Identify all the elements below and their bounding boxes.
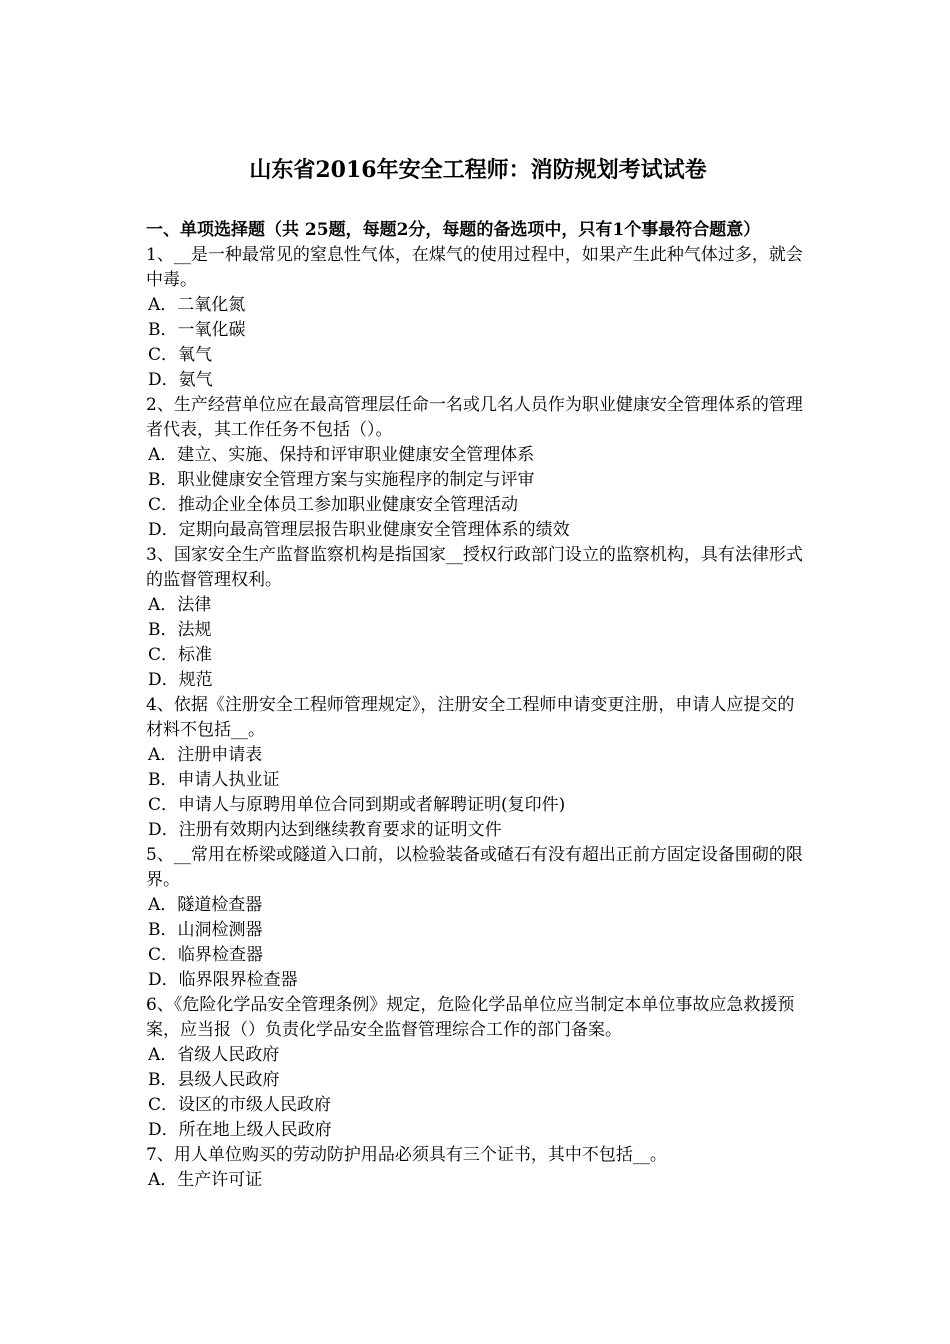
option-d: D．临界限界检查器 <box>148 970 298 990</box>
option-list <box>146 893 810 993</box>
option-c: C．申请人与原聘用单位合同到期或者解聘证明(复印件) <box>148 795 566 815</box>
section-heading: 一、单项选择题（共 25题，每题2分，每题的备选项中，只有1个事最符合题意） <box>146 220 761 240</box>
option-a: A．法律 <box>148 595 212 615</box>
option-a: A．生产许可证 <box>148 1170 263 1190</box>
option-a: A．二氧化氮 <box>148 295 246 315</box>
question-5 <box>146 843 810 993</box>
option-b: B．县级人民政府 <box>148 1070 280 1090</box>
option-b: B．职业健康安全管理方案与实施程序的制定与评审 <box>148 470 535 490</box>
option-c: C．设区的市级人民政府 <box>148 1095 332 1115</box>
option-b: B．山洞检测器 <box>148 920 263 940</box>
option-c: C．标准 <box>148 645 213 665</box>
option-list <box>146 443 810 543</box>
option-a: A．建立、实施、保持和评审职业健康安全管理体系 <box>148 445 535 465</box>
question-3 <box>146 543 810 693</box>
question-4 <box>146 693 810 843</box>
option-b: B．申请人执业证 <box>148 770 280 790</box>
option-list <box>146 593 810 693</box>
option-a: A．省级人民政府 <box>148 1045 280 1065</box>
option-d: D．规范 <box>148 670 213 690</box>
question-stem: 2、生产经营单位应在最高管理层任命一名或几名人员作为职业健康安全管理体系的管理者代表，其工作任务不包括（）。 <box>146 395 803 440</box>
question-stem: 3、国家安全生产监督监察机构是指国家__授权行政部门设立的监察机构，具有法律形式的监督管理权利。 <box>146 545 803 590</box>
question-list <box>146 243 810 1193</box>
option-a: A．隧道检查器 <box>148 895 263 915</box>
option-c: C．氧气 <box>148 345 213 365</box>
option-c: C．推动企业全体员工参加职业健康安全管理活动 <box>148 495 519 515</box>
option-d: D．氨气 <box>148 370 213 390</box>
option-d: D．定期向最高管理层报告职业健康安全管理体系的绩效 <box>148 520 570 540</box>
option-b: B．一氧化碳 <box>148 320 246 340</box>
question-7 <box>146 1143 810 1193</box>
question-1 <box>146 243 810 393</box>
option-d: D．注册有效期内达到继续教育要求的证明文件 <box>148 820 502 840</box>
option-a: A．注册申请表 <box>148 745 263 765</box>
document-title: 山东省2016年安全工程师：消防规划考试试卷 <box>249 157 707 183</box>
option-list <box>146 1168 810 1193</box>
question-stem: 7、用人单位购买的劳动防护用品必须具有三个证书，其中不包括__。 <box>146 1145 667 1165</box>
option-b: B．法规 <box>148 620 212 640</box>
option-list <box>146 293 810 393</box>
question-2 <box>146 393 810 543</box>
document-page <box>146 150 810 1193</box>
question-stem: 6、《危险化学品安全管理条例》规定，危险化学品单位应当制定本单位事故应急救援预案，应当报（）负责化学品安全监督管理综合工作的部门备案。 <box>146 995 795 1040</box>
option-list <box>146 1043 810 1143</box>
question-stem: 1、__是一种最常见的窒息性气体，在煤气的使用过程中，如果产生此种气体过多，就会中毒。 <box>146 245 803 290</box>
option-list <box>146 743 810 843</box>
option-c: C．临界检查器 <box>148 945 264 965</box>
question-stem: 4、依据《注册安全工程师管理规定》，注册安全工程师申请变更注册，申请人应提交的材料不包括__。 <box>146 695 795 740</box>
question-6 <box>146 993 810 1143</box>
question-stem: 5、__常用在桥梁或隧道入口前，以检验装备或碴石有没有超出正前方固定设备围砌的限界。 <box>146 845 803 890</box>
option-d: D．所在地上级人民政府 <box>148 1120 332 1140</box>
